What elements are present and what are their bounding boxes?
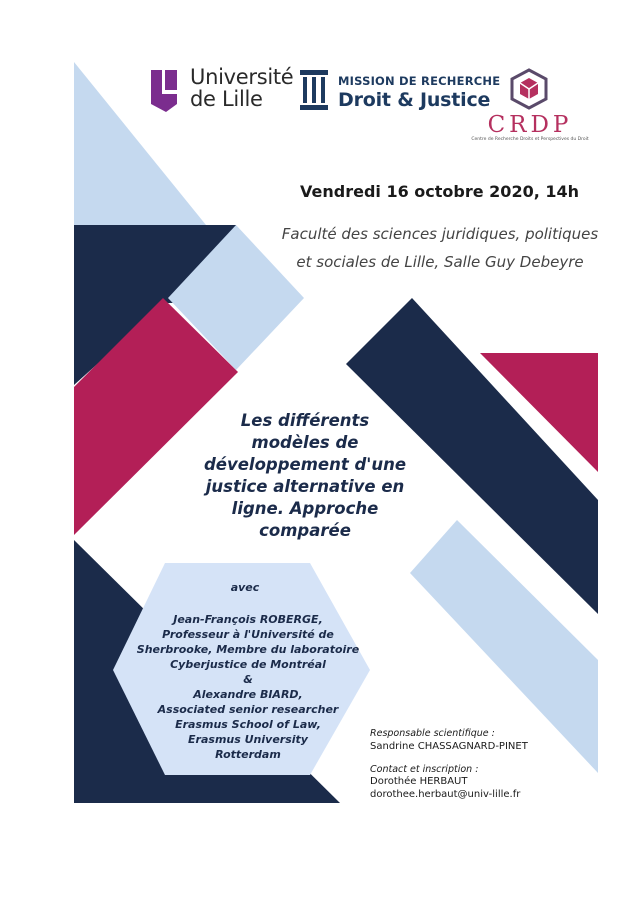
crdp-cube-icon: [510, 68, 548, 110]
contact-email-link[interactable]: dorothee.herbaut@univ-lille.fr: [370, 789, 521, 800]
title-line: ligne. Approche: [231, 499, 379, 518]
title-line: modèles de: [251, 433, 359, 452]
universite-lille-logo-icon: [147, 68, 185, 112]
speaker-line: Associated senior researcher: [157, 703, 339, 716]
title-line: Les différents: [240, 411, 370, 430]
mission-columns-icon: [300, 70, 328, 112]
speaker-line: Cyberjustice de Montréal: [170, 658, 326, 671]
crdp-logo-text: CRDP: [487, 112, 573, 138]
speaker-line: Rotterdam: [215, 748, 281, 761]
responsable-name: Sandrine CHASSAGNARD-PINET: [370, 741, 528, 752]
contact-name: Dorothée HERBAUT: [370, 776, 468, 787]
speakers-intro: avec: [230, 581, 260, 594]
universite-line1: Université: [190, 65, 294, 89]
event-date: Vendredi 16 octobre 2020, 14h: [300, 182, 580, 201]
speakers-list: [128, 612, 368, 762]
title-line: justice alternative en: [205, 477, 405, 496]
speaker-line: &: [243, 673, 253, 686]
speaker-line: Alexandre BIARD,: [193, 688, 303, 701]
speaker-line: Professeur à l'Université de: [162, 628, 334, 641]
title-line: développement d'une: [203, 455, 407, 474]
universite-line2: de Lille: [190, 87, 263, 111]
speaker-line: Erasmus University: [188, 733, 308, 746]
speaker-line: Erasmus School of Law,: [175, 718, 321, 731]
venue-line2: et sociales de Lille, Salle Guy Debeyre: [296, 253, 584, 271]
mission-logo-text: [338, 74, 500, 111]
universite-lille-logo-text: [190, 66, 293, 110]
mission-line1: MISSION DE RECHERCHE: [338, 74, 501, 88]
venue-line1: Faculté des sciences juridiques, politiques: [281, 225, 599, 243]
crdp-logo-subtitle: Centre de Recherche Droits et Perspectives du Droit: [471, 137, 589, 142]
event-title: [185, 410, 425, 542]
event-venue: [260, 220, 620, 276]
shape-light-triangle-top-left: [74, 62, 206, 225]
contact-label: Contact et inscription :: [370, 764, 479, 775]
speaker-line: Jean-François ROBERGE,: [173, 613, 323, 626]
speaker-line: Sherbrooke, Membre du laboratoire: [136, 643, 360, 656]
mission-line2: Droit & Justice: [338, 89, 491, 111]
responsable-label: Responsable scientifique :: [370, 728, 495, 739]
title-line: comparée: [259, 521, 351, 540]
